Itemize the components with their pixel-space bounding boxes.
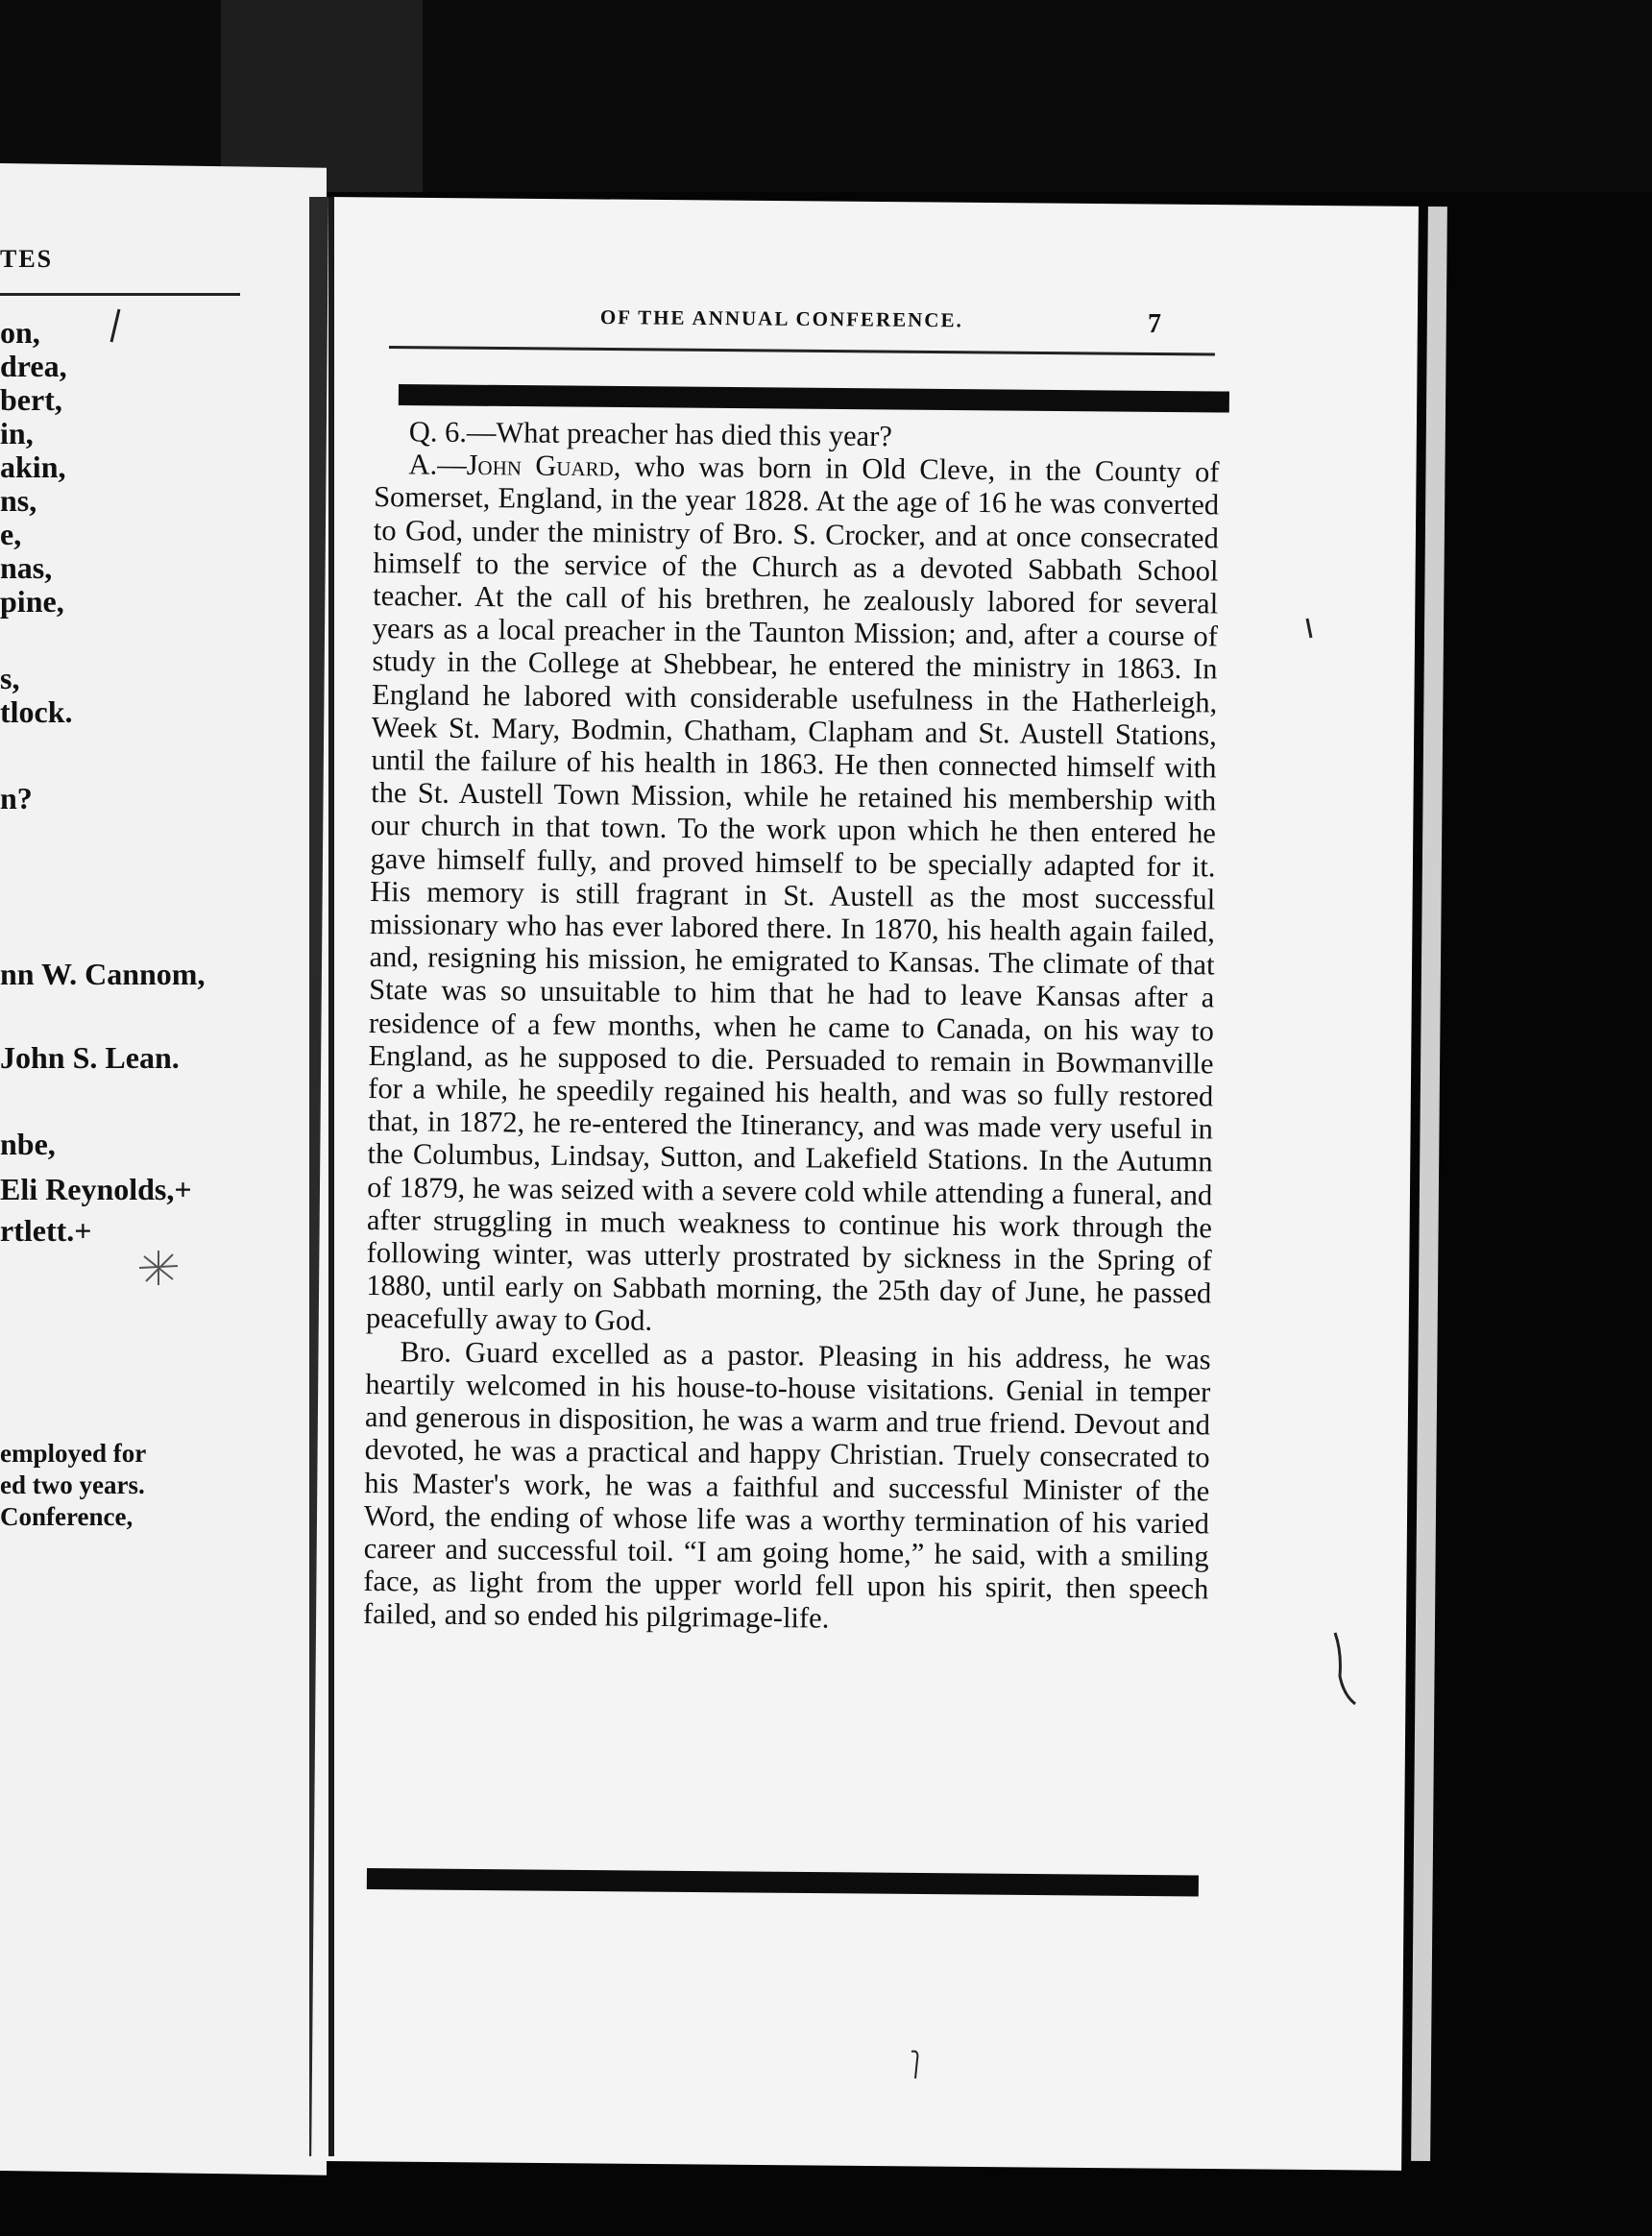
left-line: s, — [0, 661, 20, 695]
left-line: bert, — [0, 382, 62, 417]
left-line: rtlett.+ — [0, 1213, 92, 1248]
question-line: Q. 6.—What preacher has died this year? — [408, 415, 893, 453]
left-page-rule — [0, 293, 240, 296]
left-line: Eli Reynolds,+ — [0, 1172, 192, 1206]
left-line: akin, — [0, 450, 66, 484]
right-page-edge — [328, 197, 334, 2156]
right-page-shadow — [1411, 207, 1447, 2161]
left-line: nas, — [0, 550, 53, 585]
left-line: nn W. Cannom, — [0, 957, 206, 991]
left-line: tlock. — [0, 694, 73, 729]
left-line: John S. Lean. — [0, 1040, 180, 1075]
pencil-dash-mark — [1300, 615, 1319, 644]
left-line: n? — [0, 781, 33, 815]
page-number: 7 — [1148, 309, 1161, 339]
paragraph-1-text: , who was born in Old Cleve, in the County of Somerset, England, in the year 1828. At the age of 16 he was converted to God, under the ministry of Bro. S. Crocker, and at once consecrated himself to the service of the Church as a devoted Sabbath School teacher. At the call of his brethren, he zealously labored for several years as a local preacher in the Taunton Mission; and, after a course of study in the College at Shebbear, he entered the ministry in 1863. In England he labored with considerable usefulness in the Hatherleigh, Week St. Mary, Bodmin, Chatham, Clapham and St. Austell Stations, until the failure of his health in 1863. He then connected himself with the St. Austell Town Mission, while he retained his membership with our church in that town. To the work upon which he then entered he gave himself fully, and proved himself to be specially adapted for it. His memory is still fragrant in St. Austell as the most successful missionary who has ever labored there. In 1870, his health again failed, and, resigning his mission, he emigrated to Kansas. The climate of that State was so unsuitable to him that he had to leave Kansas after a residence of a few months, when he came to Canada, on his way to England, as he supposed to die. Persuaded to remain in Bowmanville for a while, he speedily regained his health, and was so fully restored that, in 1872, he re-entered the Itinerancy, and was made very useful in the Columbus, Lindsay, Sutton, and Lakefield Stations. In the Autumn of 1879, he was seized with a severe cold while attending a funeral, and after struggling in much weakness to continue his work through the following winter, was utterly prostrated by sickness in the Spring of 1880, until early on Sabbath morning, the 25th day of June, he passed peacefully away to God. — [365, 450, 1220, 1338]
left-page-header: TES — [0, 245, 54, 273]
left-line: drea, — [0, 349, 67, 383]
left-line: Conference, — [0, 1502, 134, 1531]
left-line: e, — [0, 517, 22, 551]
obituary-paragraph-2: Bro. Guard excelled as a pastor. Pleasing in his address, he was heartily welcomed in his house-to-house visitations. Genial in temper and generous in disposition, he was a warm and true friend. Devout and devoted, he was a practical and happy Christian. Truely consecrated to his Master's work, he was a faithful and successful Minister of the Word, the ending of whose life was a worthy termination of his varied career and successful toil. “I am going home,” he said, with a smiling face, as light from the upper world fell upon his spirit, then speech failed, and so ended his pilgrimage-life. — [362, 1334, 1211, 1635]
left-line: ns, — [0, 483, 37, 518]
deceased-name: John Guard — [466, 449, 614, 483]
book-binding — [221, 0, 423, 192]
ink-smudge-mark — [134, 1249, 182, 1287]
left-line: ed two years. — [0, 1470, 145, 1499]
left-line: nbe, — [0, 1127, 56, 1161]
pencil-tick-mark — [1330, 1623, 1359, 1710]
running-head: OF THE ANNUAL CONFERENCE. — [599, 305, 963, 332]
left-line: in, — [0, 416, 34, 450]
obituary-paragraph — [366, 448, 1220, 1343]
answer-prefix: A.— — [408, 448, 467, 482]
left-line: on, — [0, 315, 40, 350]
left-line: pine, — [0, 584, 64, 619]
left-line: employed for — [0, 1439, 147, 1468]
pencil-slash-mark — [106, 307, 125, 346]
obituary-body — [363, 415, 1220, 1639]
pencil-bottom-mark — [908, 2046, 927, 2084]
